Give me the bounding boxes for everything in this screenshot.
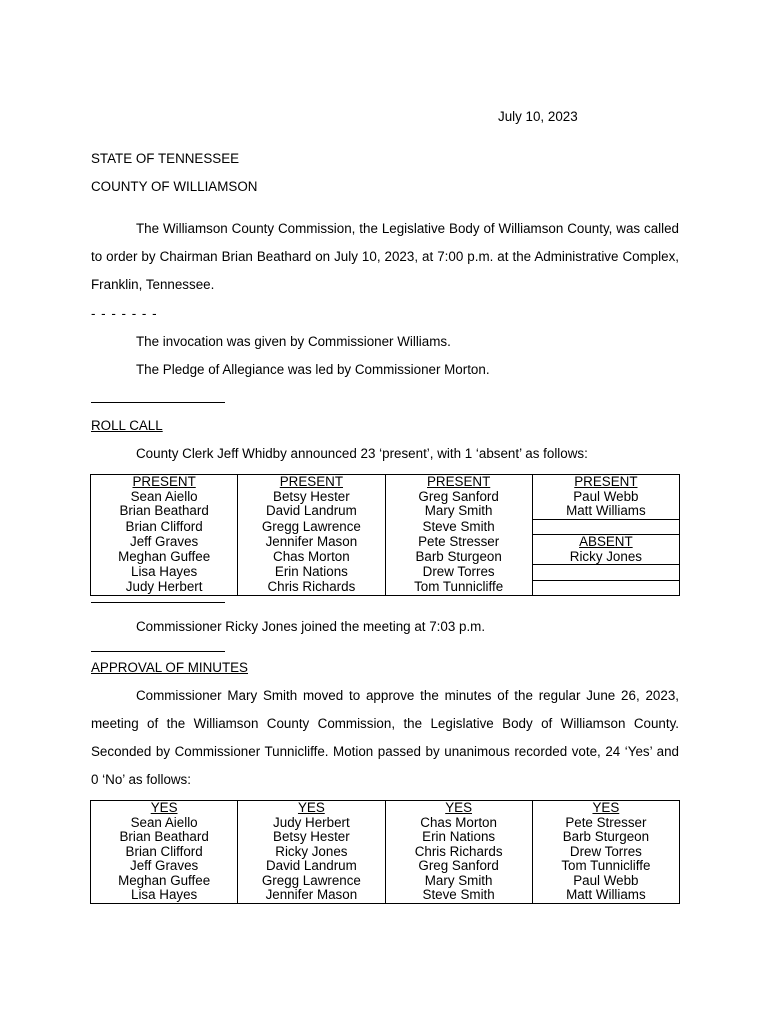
- table-row: [91, 801, 680, 816]
- table-row: [91, 504, 680, 519]
- pledge-text: The Pledge of Allegiance was led by Commissioner Morton.: [136, 362, 490, 377]
- table-row: [91, 830, 680, 845]
- member-name: Judy Herbert: [238, 816, 385, 831]
- column-header: PRESENT: [238, 475, 385, 490]
- member-name: Judy Herbert: [91, 580, 238, 596]
- member-name: David Landrum: [238, 859, 385, 874]
- column-header: PRESENT: [532, 475, 679, 490]
- member-name: Matt Williams: [532, 504, 679, 519]
- member-name: Gregg Lawrence: [238, 519, 385, 535]
- section-divider: [91, 402, 225, 403]
- empty-cell: [532, 519, 679, 535]
- member-name: Lisa Hayes: [91, 565, 238, 581]
- table-row: [91, 874, 680, 889]
- member-name: Mary Smith: [385, 874, 532, 889]
- table-row: [91, 816, 680, 831]
- member-name: Tom Tunnicliffe: [385, 580, 532, 596]
- column-header: YES: [238, 801, 385, 816]
- member-name: Paul Webb: [532, 874, 679, 889]
- table-row: [91, 550, 680, 565]
- member-name: Brian Clifford: [91, 845, 238, 860]
- table-row: [91, 490, 680, 505]
- member-name: Ricky Jones: [238, 845, 385, 860]
- member-name: Brian Beathard: [91, 830, 238, 845]
- section-divider: [91, 602, 225, 603]
- table-row: [91, 565, 680, 581]
- column-header: YES: [385, 801, 532, 816]
- table-row: [91, 475, 680, 490]
- member-name: Ricky Jones: [532, 550, 679, 565]
- member-name: David Landrum: [238, 504, 385, 519]
- member-name: Erin Nations: [385, 830, 532, 845]
- county-heading: COUNTY OF WILLIAMSON: [91, 179, 258, 194]
- table-row: [91, 845, 680, 860]
- approval-heading: APPROVAL OF MINUTES: [91, 660, 248, 675]
- state-heading: STATE OF TENNESSEE: [91, 151, 240, 166]
- member-name: Pete Stresser: [532, 816, 679, 831]
- member-name: Drew Torres: [385, 565, 532, 581]
- empty-cell: [532, 580, 679, 596]
- member-name: Erin Nations: [238, 565, 385, 581]
- member-name: Lisa Hayes: [91, 888, 238, 903]
- invocation-text: The invocation was given by Commissioner Williams.: [136, 334, 451, 349]
- column-header: YES: [91, 801, 238, 816]
- member-name: Jeff Graves: [91, 535, 238, 550]
- column-header: PRESENT: [385, 475, 532, 490]
- member-name: Barb Sturgeon: [532, 830, 679, 845]
- table-row: [91, 519, 680, 535]
- member-name: Chas Morton: [238, 550, 385, 565]
- column-header: PRESENT: [91, 475, 238, 490]
- absent-header: ABSENT: [532, 535, 679, 550]
- member-name: Barb Sturgeon: [385, 550, 532, 565]
- member-name: Greg Sanford: [385, 490, 532, 505]
- member-name: Steve Smith: [385, 888, 532, 903]
- member-name: Tom Tunnicliffe: [532, 859, 679, 874]
- empty-cell: [532, 565, 679, 581]
- member-name: Chris Richards: [385, 845, 532, 860]
- separator: - - - - - - -: [91, 306, 158, 321]
- member-name: Jennifer Mason: [238, 888, 385, 903]
- table-row: [91, 535, 680, 550]
- member-name: Pete Stresser: [385, 535, 532, 550]
- member-name: Sean Aiello: [91, 490, 238, 505]
- member-name: Betsy Hester: [238, 830, 385, 845]
- roll-call-table: [90, 474, 680, 596]
- table-row: [91, 888, 680, 903]
- member-name: Steve Smith: [385, 519, 532, 535]
- member-name: Matt Williams: [532, 888, 679, 903]
- member-name: Jeff Graves: [91, 859, 238, 874]
- member-name: Greg Sanford: [385, 859, 532, 874]
- table-row: [91, 859, 680, 874]
- member-name: Mary Smith: [385, 504, 532, 519]
- vote-table: [90, 800, 680, 904]
- member-name: Jennifer Mason: [238, 535, 385, 550]
- member-name: Drew Torres: [532, 845, 679, 860]
- member-name: Paul Webb: [532, 490, 679, 505]
- document-date: July 10, 2023: [498, 109, 578, 124]
- roll-call-statement: County Clerk Jeff Whidby announced 23 ‘present’, with 1 ‘absent’ as follows:: [136, 446, 588, 461]
- table-row: [91, 580, 680, 596]
- intro-paragraph: The Williamson County Commission, the Legislative Body of Williamson County, was called to order by Chairman Brian Beathard on July 10, 2023, at 7:00 p.m. at the Administrative Complex, Franklin, Tennessee.: [91, 221, 679, 292]
- member-name: Meghan Guffee: [91, 550, 238, 565]
- member-name: Sean Aiello: [91, 816, 238, 831]
- column-header: YES: [532, 801, 679, 816]
- section-divider: [91, 651, 225, 652]
- member-name: Chas Morton: [385, 816, 532, 831]
- member-name: Betsy Hester: [238, 490, 385, 505]
- member-name: Chris Richards: [238, 580, 385, 596]
- joined-note: Commissioner Ricky Jones joined the meeting at 7:03 p.m.: [136, 619, 486, 634]
- member-name: Brian Clifford: [91, 519, 238, 535]
- roll-call-heading: ROLL CALL: [91, 418, 163, 433]
- member-name: Meghan Guffee: [91, 874, 238, 889]
- approval-motion: Commissioner Mary Smith moved to approve the minutes of the regular June 26, 2023, meeting of the Williamson County Commission, the Legislative Body of Williamson County. Seconded by Commissioner Tunnicliffe. Motion passed by unanimous recorded vote, 24 ‘Yes’ and 0 ‘No’ as follows:: [91, 688, 679, 787]
- member-name: Gregg Lawrence: [238, 874, 385, 889]
- member-name: Brian Beathard: [91, 504, 238, 519]
